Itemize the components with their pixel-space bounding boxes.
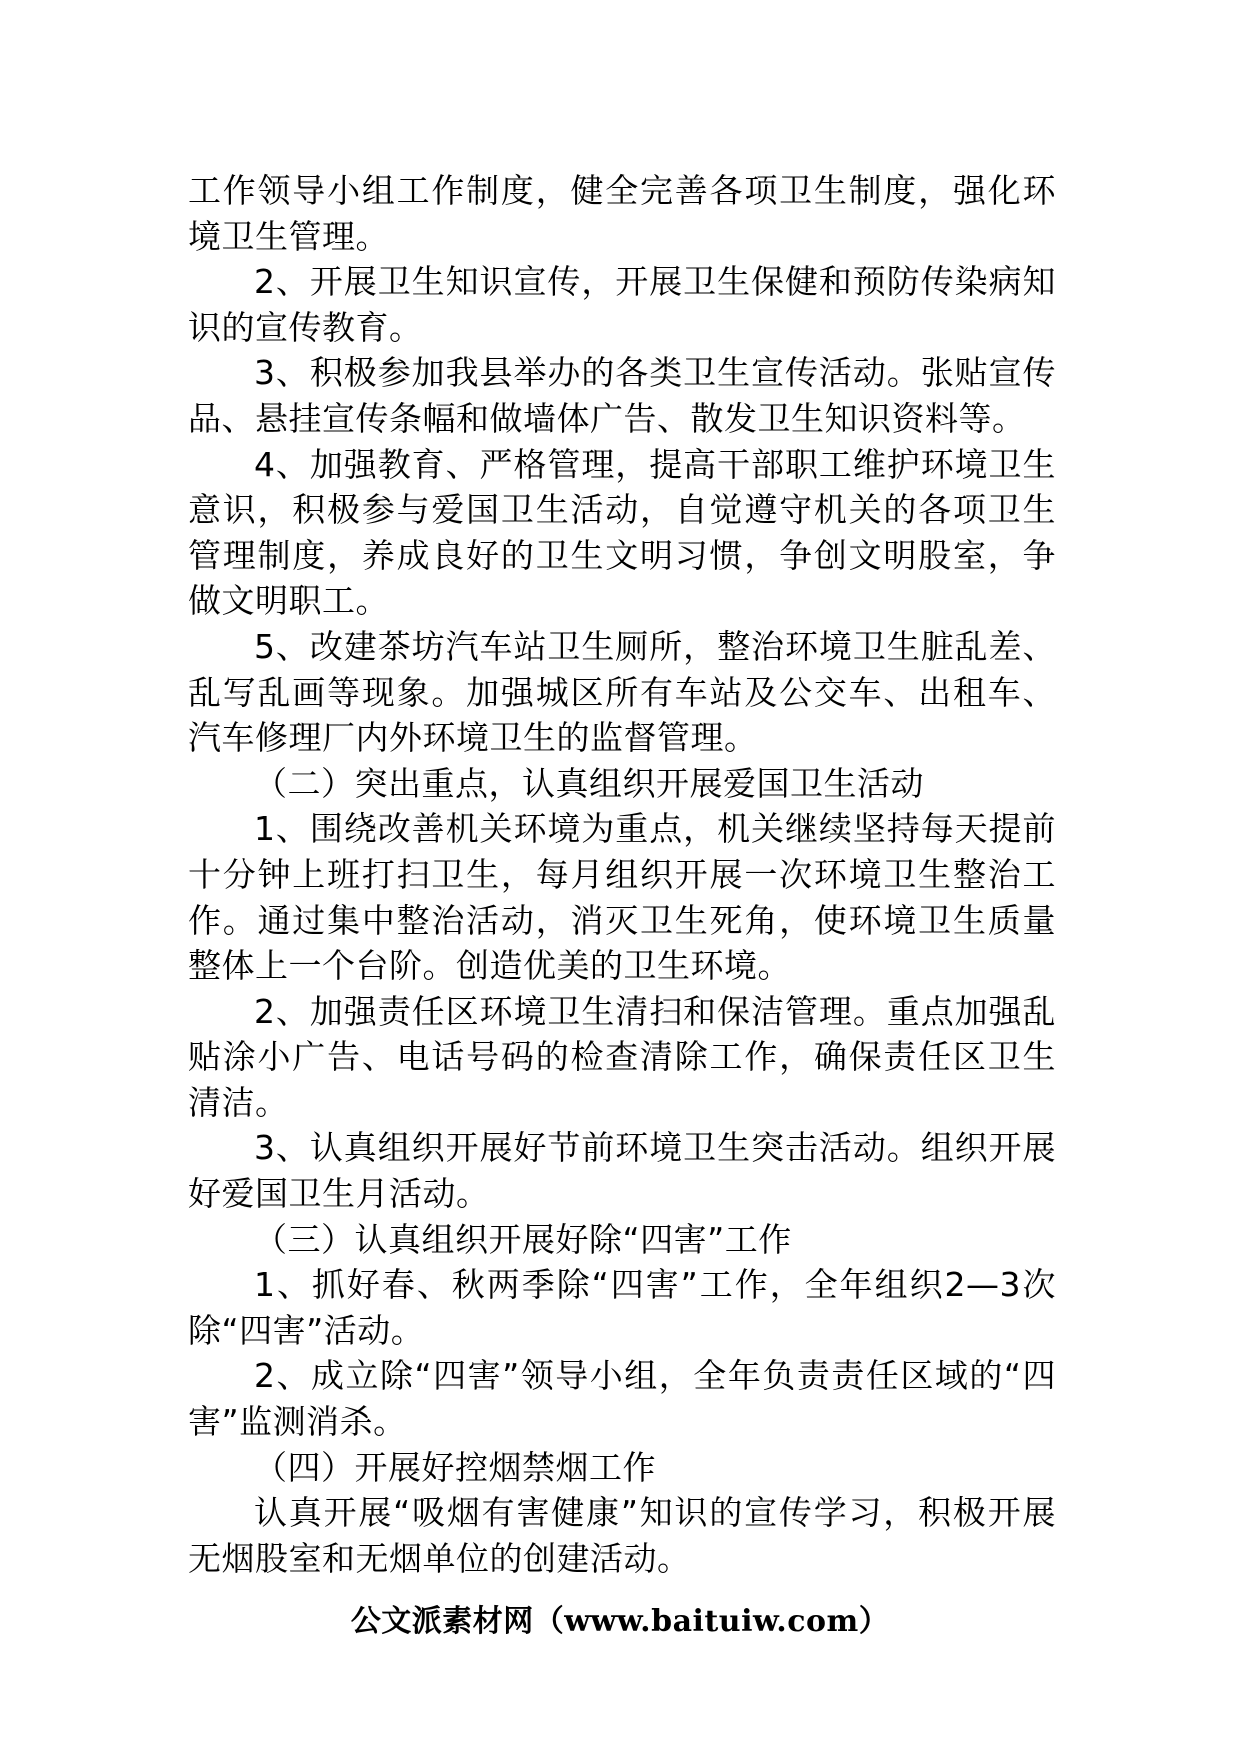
section-heading: （四）开展好控烟禁烟工作: [254, 1447, 656, 1487]
paragraph: 2、开展卫生知识宣传，开展卫生保健和预防传染病知识的宣传教育。: [188, 262, 1056, 347]
paragraph: 1、围绕改善机关环境为重点，机关继续坚持每天提前十分钟上班打扫卫生，每月组织开展一次环境卫生整治工作。通过集中整治活动，消灭卫生死角，使环境卫生质量整体上一个台阶。创造优美的卫生环境。: [188, 809, 1056, 986]
paragraph: 1、抓好春、秋两季除“四害”工作，全年组织2—3次除“四害”活动。: [188, 1265, 1056, 1350]
paragraph: 2、加强责任区环境卫生清扫和保洁管理。重点加强乱贴涂小广告、电话号码的检查清除工作，确保责任区卫生清洁。: [188, 991, 1056, 1122]
paragraph: 5、改建茶坊汽车站卫生厕所，整治环境卫生脏乱差、乱写乱画等现象。加强城区所有车站及公交车、出租车、汽车修理厂内外环境卫生的监督管理。: [188, 626, 1056, 758]
paragraph: 认真开展“吸烟有害健康”知识的宣传学习，积极开展无烟股室和无烟单位的创建活动。: [188, 1493, 1056, 1578]
paragraph: 工作领导小组工作制度，健全完善各项卫生制度，强化环境卫生管理。: [188, 171, 1056, 256]
footer-source-text: 公文派素材网（www.baituiw.com）: [350, 1604, 890, 1639]
paragraph: 2、成立除“四害”领导小组，全年负责责任区域的“四害”监测消杀。: [188, 1356, 1056, 1442]
section-heading: （三）认真组织开展好除“四害”工作: [254, 1219, 792, 1259]
paragraph: 3、认真组织开展好节前环境卫生突击活动。组织开展好爱国卫生月活动。: [188, 1128, 1056, 1214]
paragraph: 4、加强教育、严格管理，提高干部职工维护环境卫生意识，积极参与爱国卫生活动，自觉遵守机关的各项卫生管理制度，养成良好的卫生文明习惯，争创文明股室，争做文明职工。: [188, 444, 1056, 621]
document-body: [188, 168, 1056, 1581]
section-heading: （二）突出重点，认真组织开展爱国卫生活动: [254, 763, 924, 803]
paragraph: 3、积极参加我县举办的各类卫生宣传活动。张贴宣传品、悬挂宣传条幅和做墙体广告、散发卫生知识资料等。: [188, 353, 1056, 438]
